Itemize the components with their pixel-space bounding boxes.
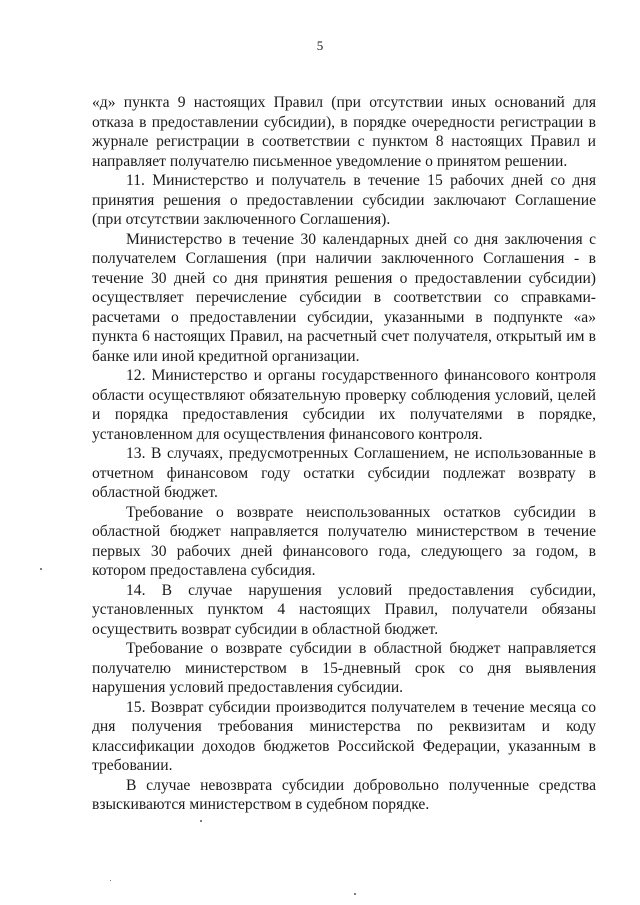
document-body: [92, 93, 596, 815]
paragraph-item-11: 11. Министерство и получатель в течение 15 рабочих дней со дня принятия решения о предоставлении субсидии заключают Соглашение (при отсутствии заключенного Соглашения).: [92, 172, 596, 228]
paragraph-court-recovery: В случае невозврата субсидии добровольно полученные средства взыскиваются министерством в судебном порядке.: [92, 776, 596, 813]
paragraph-return-requirement: Требование о возврате субсидии в областной бюджет направляется получателю министерством в 15-дневный срок со дня выявления нарушения условий предоставления субсидии.: [92, 640, 596, 696]
scan-speck: [40, 568, 42, 570]
scan-speck: [354, 893, 356, 895]
paragraph-item-15: 15. Возврат субсидии производится получателем в течение месяца со дня получения требования министерства по реквизитам и коду классификации доходов бюджетов Российской Федерации, указанным в требовании.: [92, 698, 596, 774]
page-number: 5: [316, 38, 324, 53]
paragraph-item-12: 12. Министерство и органы государственного финансового контроля области осуществляют обязательную проверку соблюдения условий, целей и порядка предоставления субсидии их получателями в порядке, установленном для осуществления финансового контроля.: [92, 367, 596, 443]
paragraph-transfer-terms: Министерство в течение 30 календарных дней со дня заключения с получателем Соглашения (при наличии заключенного Соглашения - в течение 30 дней со дня принятия решения о предоставлении субсидии) осуществляет перечисление субсидии в соответствии со справками-расчетами о предоставлении субсидии, указанными в подпункте «а» пункта 6 настоящих Правил, на расчетный счет получателя, открытый им в банке или иной кредитной организации.: [92, 230, 596, 365]
paragraph-continuation: «д» пункта 9 настоящих Правил (при отсутствии иных оснований для отказа в предоставлении субсидии), в порядке очередности регистрации в журнале регистрации в соответствии с пунктом 8 настоящих Правил и направляет получателю письменное уведомление о принятом решении.: [92, 94, 596, 170]
paragraph-unused-balance-return: Требование о возврате неиспользованных остатков субсидии в областной бюджет направляется получателю министерством в течение первых 30 рабочих дней финансового года, следующего за годом, в котором предоставлена субсидия.: [92, 503, 596, 579]
paragraph-item-13: 13. В случаях, предусмотренных Соглашением, не использованные в отчетном финансовом году остатки субсидии подлежат возврату в областной бюджет.: [92, 445, 596, 501]
scan-speck: [200, 820, 202, 822]
scan-speck: [110, 880, 111, 881]
paragraph-item-14: 14. В случае нарушения условий предоставления субсидии, установленных пунктом 4 настоящих Правил, получатели обязаны осуществить возврат субсидии в областной бюджет.: [92, 581, 596, 638]
